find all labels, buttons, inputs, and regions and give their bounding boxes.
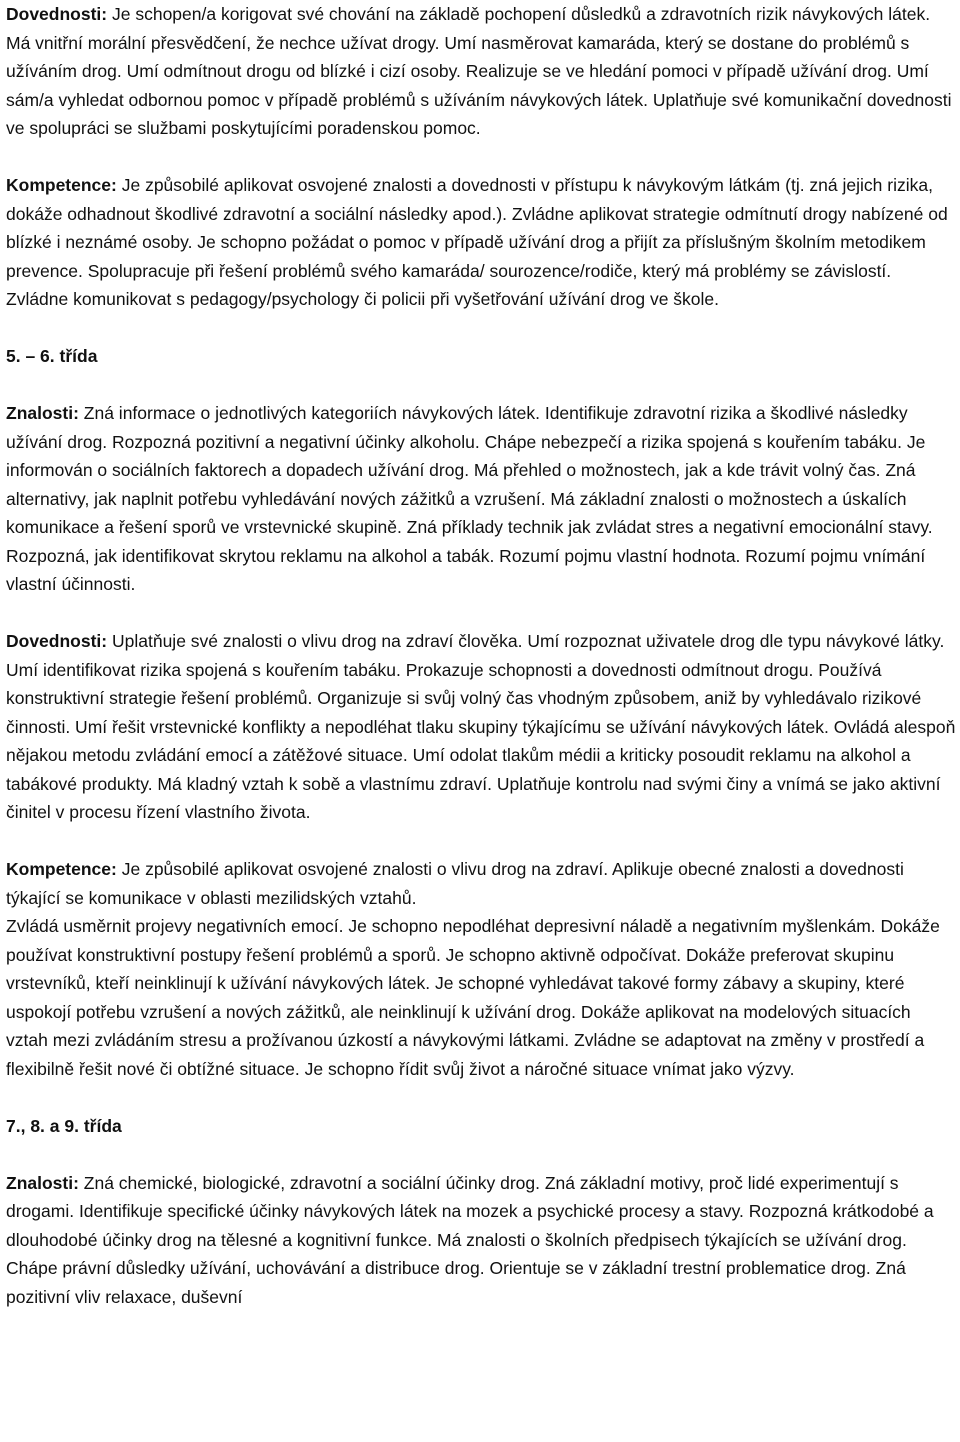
paragraph-text: Zná informace o jednotlivých kategoriích návykových látek. Identifikuje zdravotní rizika a škodlivé následky užívání drog. Rozpozná pozitivní a negativní účinky alkoholu. Chápe nebezpečí a rizika spojená s kouřením tabáku. Je informován o sociálních faktorech a dopadech užívání drog. Má přehled o možnostech, jak a kde trávit volný čas. Zná alternativy, jak naplnit potřebu vyhledávání nových zážitků a vzrušení. Má základní znalosti o možnostech a úskalích komunikace a řešení sporů ve vrstevnické skupině. Zná příklady technik jak zvládat stres a negativní emocionální stavy. Rozpozná, jak identifikovat skrytou reklamu na alkohol a tabák. Rozumí pojmu vlastní hodnota. Rozumí pojmu vnímání vlastní účinnosti. <box>6 403 933 594</box>
paragraph-label: Znalosti: <box>6 1172 79 1193</box>
competence-paragraph <box>6 171 956 314</box>
document-page <box>6 0 956 1311</box>
paragraph-label: Dovednosti: <box>6 4 108 24</box>
paragraph-label: Dovednosti: <box>6 631 108 651</box>
skills-paragraph <box>6 627 956 827</box>
knowledge-paragraph <box>6 1169 956 1312</box>
paragraph-label: Znalosti: <box>6 403 79 423</box>
paragraph-label: Kompetence: <box>6 859 117 879</box>
knowledge-paragraph <box>6 399 956 599</box>
grade-heading: 5. – 6. třída <box>6 346 98 366</box>
competence-continuation: Zvládá usměrnit projevy negativních emocí. Je schopno nepodléhat depresivní náladě a negativním myšlenkám. Dokáže používat konstruktivní postupy řešení problémů a sporů. Je schopno aktivně odpočívat. Dokáže preferovat skupinu vrstevníků, kteří neinklinují k užívání návykových látek. Je schopné vyhledávat takové formy zábavy a skupiny, které uspokojí potřebu vzrušení a nových zážitků, ale neinklinují k užívání drog. Dokáže aplikovat na modelových situacích vztah mezi zvládáním stresu a prožívanou úzkostí a návykovými látkami. Zvládne se adaptovat na změny v prostředí a flexibilně řešit nové či obtížné situace. Je schopno řídit svůj život a náročné situace vnímat jako výzvy. <box>6 916 940 1079</box>
paragraph-label: Kompetence: <box>6 175 117 195</box>
competence-paragraph <box>6 855 956 912</box>
paragraph-text: Uplatňuje své znalosti o vlivu drog na zdraví člověka. Umí rozpoznat uživatele drog dle typu návykové látky. Umí identifikovat rizika spojená s kouřením tabáku. Prokazuje schopnosti a dovednosti odmítnout drogu. Používá konstruktivní strategie řešení problémů. Organizuje si svůj volný čas vhodným způsobem, aniž by vyhledávalo rizikové činnosti. Umí řešit vrstevnické konflikty a nepodléhat tlaku skupiny týkajícímu se užívání návykových látek. Ovládá alespoň nějakou metodu zvládání emocí a zátěžové situace. Umí odolat tlakům médii a kriticky posoudit reklamu na alkohol a tabákové produkty. Má kladný vztah k sobě a vlastnímu zdraví. Uplatňuje kontrolu nad svými činy a vnímá se jako aktivní činitel v procesu řízení vlastního života. <box>6 631 956 822</box>
skills-paragraph <box>6 0 956 143</box>
paragraph-text: Zná chemické, biologické, zdravotní a sociální účinky drog. Zná základní motivy, proč lidé experimentují s drogami. Identifikuje specifické účinky návykových látek na mozek a psychické procesy a stavy. Rozpozná krátkodobé a dlouhodobé účinky drog na tělesné a kognitivní funkce. Má znalosti o školních předpisech týkajících se užívání drog. Chápe právní důsledky užívání, uchovávání a distribuce drog. Orientuje se v základní trestní problematice drog. Zná pozitivní vliv relaxace, duševní <box>6 1172 934 1307</box>
paragraph-text: Je způsobilé aplikovat osvojené znalosti o vlivu drog na zdraví. Aplikuje obecné znalosti a dovednosti týkající se komunikace v oblasti mezilidských vztahů. <box>6 859 904 908</box>
grade-heading: 7., 8. a 9. třída <box>6 1115 122 1136</box>
paragraph-text: Je způsobilé aplikovat osvojené znalosti a dovednosti v přístupu k návykovým látkám (tj. zná jejich rizika, dokáže odhadnout škodlivé zdravotní a sociální následky apod.). Zvládne aplikovat strategie odmítnutí drogy nabízené od blízké i neznámé osoby. Je schopno požádat o pomoc v případě užívání drog a přijít za příslušným školním metodikem prevence. Spolupracuje při řešení problémů svého kamaráda/ sourozence/rodiče, který má problémy se závislostí. Zvládne komunikovat s pedagogy/psychology či policii při vyšetřování užívání drog ve škole. <box>6 175 948 309</box>
paragraph-text: Je schopen/a korigovat své chování na základě pochopení důsledků a zdravotních rizik návykových látek. Má vnitřní morální přesvědčení, že nechce užívat drogy. Umí nasměrovat kamaráda, který se dostane do problémů s užíváním drog. Umí odmítnout drogu od blízké i cizí osoby. Realizuje se ve hledání pomoci v případě užívání drog. Umí sám/a vyhledat odbornou pomoc v případě problémů s užíváním návykových látek. Uplatňuje své komunikační dovednosti ve spolupráci se službami poskytujícími poradenskou pomoc. <box>6 4 952 138</box>
